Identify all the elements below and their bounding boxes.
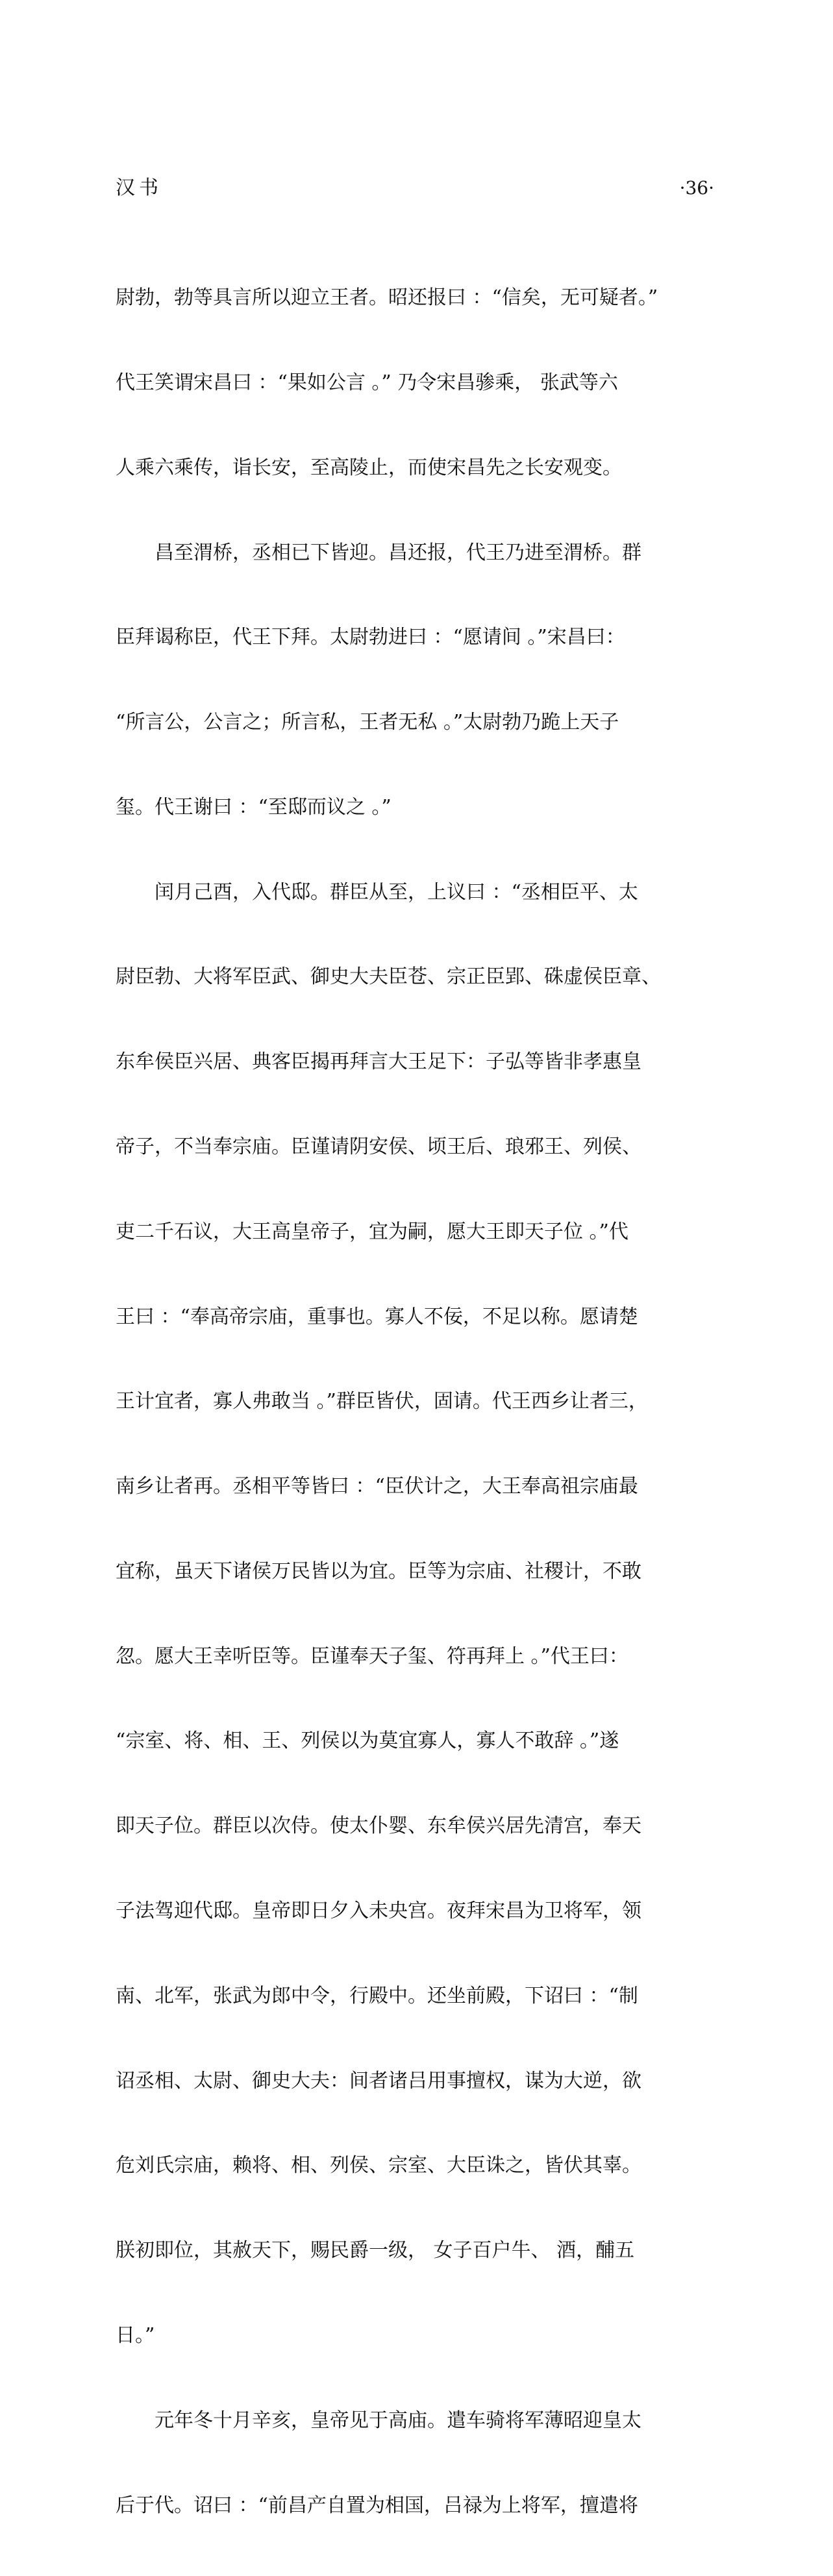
text-line: 吏二千石议，大王高皇帝子，宜为嗣，愿大王即天子位 。”代 bbox=[116, 1220, 628, 1243]
text-line: 尉勃，勃等具言所以迎立王者。昭还报曰 ：“信矣，无可疑者。” bbox=[116, 286, 658, 310]
text-line: 人乘六乘传，诣长安，至高陵止，而使宋昌先之长安观变。 bbox=[116, 456, 622, 479]
text-line: 东牟侯臣兴居、典客臣揭再拜言大王足下：子弘等皆非孝惠皇 bbox=[116, 1050, 641, 1074]
text-line: 南乡让者再。丞相平等皆曰 ：“臣伏计之，大王奉高祖宗庙最 bbox=[116, 1475, 638, 1498]
text-line: 王曰 ：“奉高帝宗庙，重事也。寡人不佞，不足以称。愿请楚 bbox=[116, 1305, 638, 1328]
text-line: 臣拜谒称臣，代王下拜。太尉勃进曰 ：“愿请间 。”宋昌曰： bbox=[116, 626, 625, 649]
text-line: 日。” bbox=[116, 2323, 155, 2347]
text-line: 朕初即位，其赦天下，赐民爵一级， 女子百户牛、 酒，酺五 bbox=[116, 2239, 635, 2262]
text-line: 宜称，虽天下诸侯万民皆以为宜。臣等为宗庙、社稷计，不敢 bbox=[116, 1559, 641, 1583]
text-line: 诏丞相、太尉、御史大夫：间者诸吕用事擅权，谋为大逆，欲 bbox=[116, 2069, 641, 2092]
text-line: “宗室、将、相、王、列侯以为莫宜寡人，寡人不敢辞 。”遂 bbox=[116, 1729, 619, 1753]
book-title: 汉书 bbox=[116, 177, 162, 199]
text-line: 代王笑谓宋昌曰 ：“果如公言 。” 乃令宋昌骖乘， 张武等六 bbox=[116, 371, 618, 394]
text-line: 闰月己酉，入代邸。群臣从至，上议曰 ：“丞相臣平、太 bbox=[116, 880, 638, 904]
text-line: 子法驾迎代邸。皇帝即日夕入未央宫。夜拜宋昌为卫将军，领 bbox=[116, 1900, 641, 1923]
text-line: 尉臣勃、大将军臣武、御史大夫臣苍、宗正臣郢、硃虚侯臣章、 bbox=[116, 965, 661, 989]
text-line: 即天子位。群臣以次侍。使太仆婴、东牟侯兴居先清宫，奉天 bbox=[116, 1814, 641, 1838]
text-line: 元年冬十月辛亥，皇帝见于高庙。遣车骑将军薄昭迎皇太 bbox=[116, 2409, 641, 2432]
text-line: “所言公，公言之；所言私，王者无私 。”太尉勃乃跪上天子 bbox=[116, 711, 619, 734]
text-line: 帝子，不当奉宗庙。臣谨请阴安侯、顷王后、琅邪王、列侯、 bbox=[116, 1135, 641, 1158]
text-line: 忽。愿大王幸听臣等。臣谨奉天子玺、符再拜上 。”代王曰： bbox=[116, 1644, 628, 1668]
text-line: 危刘氏宗庙，赖将、相、列侯、宗室、大臣诛之，皆伏其辜。 bbox=[116, 2154, 641, 2177]
text-line: 王计宜者，寡人弗敢当 。”群臣皆伏，固请。代王西乡让者三， bbox=[116, 1390, 648, 1413]
text-line: 玺。代王谢曰 ：“至邸而议之 。” bbox=[116, 795, 392, 819]
body-text bbox=[116, 227, 714, 2576]
text-line: 昌至渭桥，丞相已下皆迎。昌还报，代王乃进至渭桥。群 bbox=[116, 541, 641, 564]
running-header bbox=[116, 174, 714, 203]
text-line: 后于代。诏曰 ：“前昌产自置为相国，吕禄为上将军，擅遣将 bbox=[116, 2494, 638, 2517]
text-line: 南、北军，张武为郎中令，行殿中。还坐前殿，下诏曰 ：“制 bbox=[116, 1984, 638, 2007]
page-number: ·36· bbox=[679, 177, 714, 199]
